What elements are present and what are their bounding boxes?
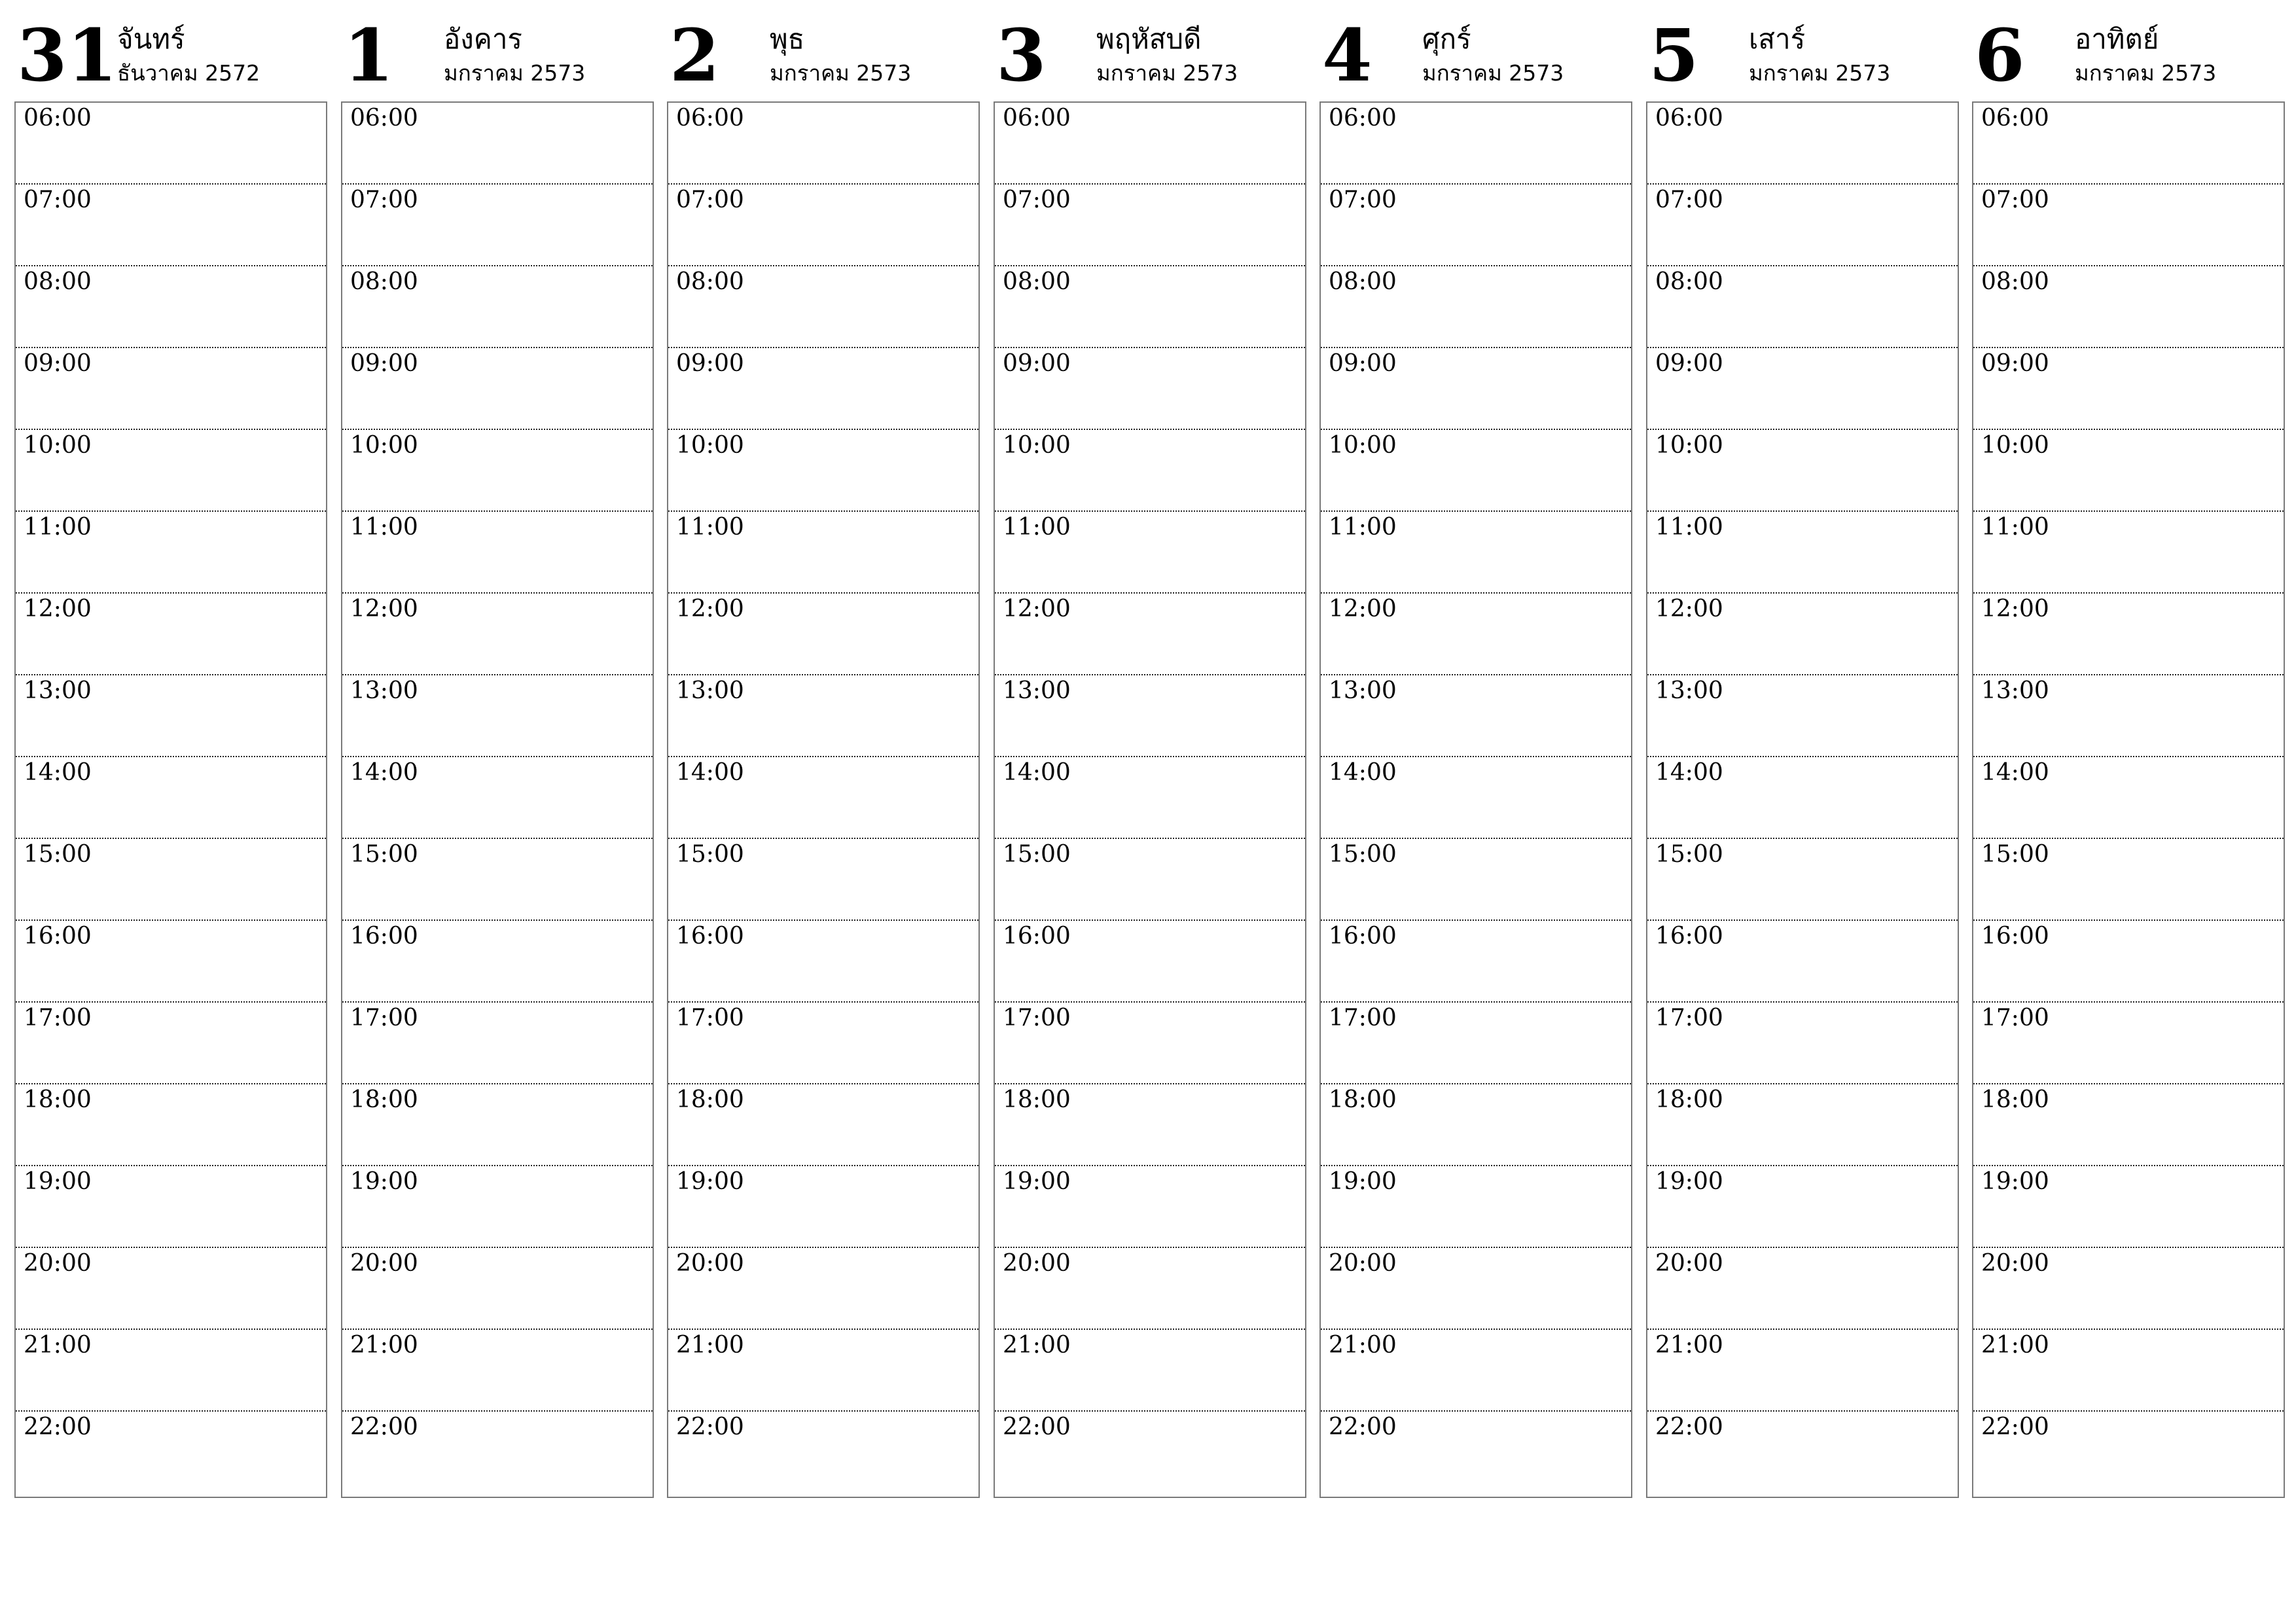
day-schedule-box [14, 101, 327, 1498]
hour-slot[interactable] [16, 512, 326, 594]
hour-slot[interactable] [16, 1084, 326, 1166]
hour-label: 11:00 [1655, 514, 1723, 541]
hour-slot[interactable] [668, 1330, 978, 1412]
hour-label: 11:00 [24, 514, 92, 541]
hour-label: 20:00 [1981, 1250, 2049, 1277]
hour-slot[interactable] [668, 430, 978, 512]
hour-slot[interactable] [995, 839, 1305, 921]
day-month-year: มกราคม 2573 [2075, 60, 2217, 86]
hour-label: 18:00 [1003, 1086, 1071, 1113]
hour-slot[interactable] [1973, 1330, 2284, 1412]
hour-slot[interactable] [995, 348, 1305, 430]
hour-label: 21:00 [676, 1332, 744, 1359]
day-header [14, 0, 327, 98]
hour-slot[interactable] [16, 594, 326, 675]
hour-label: 11:00 [1329, 514, 1397, 541]
hour-slot[interactable] [342, 1166, 653, 1248]
hour-slot[interactable] [995, 1248, 1305, 1330]
hour-label: 09:00 [1329, 350, 1397, 377]
hour-slot[interactable] [1973, 266, 2284, 348]
hour-slot[interactable] [1647, 1248, 1958, 1330]
hour-slot[interactable] [1647, 185, 1958, 266]
hour-slot[interactable] [16, 103, 326, 185]
day-month-year: มกราคม 2573 [770, 60, 912, 86]
hour-label: 09:00 [1003, 350, 1071, 377]
day-header [1319, 0, 1632, 98]
hour-label: 18:00 [676, 1086, 744, 1113]
hour-slot[interactable] [1321, 1084, 1631, 1166]
day-number: 5 [1649, 13, 1699, 98]
hour-label: 09:00 [350, 350, 418, 377]
hour-slot[interactable] [1647, 675, 1958, 757]
hour-label: 21:00 [1655, 1332, 1723, 1359]
day-month-year: มกราคม 2573 [444, 60, 586, 86]
hour-slot[interactable] [1973, 1248, 2284, 1330]
hour-slot[interactable] [668, 512, 978, 594]
hour-label: 09:00 [676, 350, 744, 377]
hour-label: 17:00 [350, 1005, 418, 1031]
hour-slot[interactable] [1321, 594, 1631, 675]
hour-label: 15:00 [676, 841, 744, 868]
hour-slot[interactable] [1973, 839, 2284, 921]
hour-slot[interactable] [1973, 1166, 2284, 1248]
hour-label: 12:00 [1003, 596, 1071, 622]
hour-label: 17:00 [1655, 1005, 1723, 1031]
hour-label: 22:00 [676, 1414, 744, 1440]
hour-slot[interactable] [1973, 103, 2284, 185]
day-header [667, 0, 980, 98]
hour-slot[interactable] [995, 512, 1305, 594]
hour-label: 15:00 [1981, 841, 2049, 868]
hour-label: 08:00 [24, 268, 92, 295]
hour-slot[interactable] [995, 103, 1305, 185]
hour-label: 15:00 [1329, 841, 1397, 868]
hour-label: 12:00 [24, 596, 92, 622]
day-month-year: มกราคม 2573 [1422, 60, 1564, 86]
hour-slot[interactable] [342, 839, 653, 921]
hour-label: 16:00 [1981, 923, 2049, 950]
hour-label: 22:00 [1329, 1414, 1397, 1440]
hour-slot[interactable] [668, 921, 978, 1003]
hour-label: 10:00 [350, 432, 418, 459]
hour-label: 20:00 [24, 1250, 92, 1277]
day-month-year: มกราคม 2573 [1096, 60, 1238, 86]
hour-label: 08:00 [1655, 268, 1723, 295]
day-schedule-box [1972, 101, 2285, 1498]
hour-slot[interactable] [16, 266, 326, 348]
hour-label: 19:00 [1655, 1168, 1723, 1195]
hour-label: 07:00 [1329, 187, 1397, 213]
hour-label: 13:00 [24, 677, 92, 704]
hour-slot[interactable] [16, 1330, 326, 1412]
hour-label: 17:00 [24, 1005, 92, 1031]
hour-label: 14:00 [24, 759, 92, 786]
hour-slot[interactable] [342, 1412, 653, 1493]
hour-label: 07:00 [1981, 187, 2049, 213]
day-month-year: มกราคม 2573 [1749, 60, 1891, 86]
hour-label: 18:00 [24, 1086, 92, 1113]
hour-slot[interactable] [1973, 430, 2284, 512]
hour-slot[interactable] [342, 594, 653, 675]
hour-slot[interactable] [1973, 1003, 2284, 1084]
hour-slot[interactable] [668, 1084, 978, 1166]
hour-slot[interactable] [16, 1412, 326, 1493]
day-name: จันทร์ [117, 23, 185, 55]
hour-label: 18:00 [1981, 1086, 2049, 1113]
hour-label: 07:00 [1655, 187, 1723, 213]
hour-label: 20:00 [350, 1250, 418, 1277]
hour-slot[interactable] [1647, 266, 1958, 348]
hour-label: 14:00 [1655, 759, 1723, 786]
hour-label: 13:00 [1981, 677, 2049, 704]
day-number: 2 [670, 13, 720, 98]
hour-label: 21:00 [1003, 1332, 1071, 1359]
hour-label: 13:00 [1329, 677, 1397, 704]
hour-slot[interactable] [995, 1330, 1305, 1412]
hour-label: 21:00 [24, 1332, 92, 1359]
hour-slot[interactable] [1321, 1330, 1631, 1412]
hour-label: 13:00 [676, 677, 744, 704]
hour-label: 18:00 [350, 1086, 418, 1113]
hour-slot[interactable] [16, 757, 326, 839]
day-number: 31 [17, 13, 118, 98]
hour-label: 19:00 [1329, 1168, 1397, 1195]
hour-label: 10:00 [24, 432, 92, 459]
hour-slot[interactable] [342, 430, 653, 512]
hour-label: 07:00 [24, 187, 92, 213]
hour-label: 06:00 [1003, 105, 1071, 132]
day-schedule-box [667, 101, 980, 1498]
hour-slot[interactable] [342, 757, 653, 839]
hour-slot[interactable] [16, 1248, 326, 1330]
hour-slot[interactable] [995, 1003, 1305, 1084]
hour-label: 15:00 [24, 841, 92, 868]
hour-slot[interactable] [995, 1412, 1305, 1493]
day-number: 1 [344, 13, 394, 98]
hour-label: 13:00 [1003, 677, 1071, 704]
hour-slot[interactable] [1647, 1003, 1958, 1084]
hour-slot[interactable] [1973, 1412, 2284, 1493]
hour-label: 22:00 [24, 1414, 92, 1440]
hour-label: 16:00 [350, 923, 418, 950]
hour-label: 12:00 [350, 596, 418, 622]
hour-slot[interactable] [1321, 266, 1631, 348]
hour-slot[interactable] [1647, 594, 1958, 675]
hour-slot[interactable] [1647, 430, 1958, 512]
hour-label: 12:00 [1981, 596, 2049, 622]
hour-slot[interactable] [1321, 1166, 1631, 1248]
hour-label: 13:00 [1655, 677, 1723, 704]
hour-label: 08:00 [350, 268, 418, 295]
hour-slot[interactable] [1321, 430, 1631, 512]
day-schedule-box [1319, 101, 1632, 1498]
hour-slot[interactable] [16, 921, 326, 1003]
day-number: 4 [1322, 13, 1372, 98]
hour-slot[interactable] [668, 266, 978, 348]
hour-slot[interactable] [1321, 1412, 1631, 1493]
day-name: พุธ [770, 23, 805, 55]
hour-label: 10:00 [1981, 432, 2049, 459]
hour-label: 17:00 [1329, 1005, 1397, 1031]
hour-label: 10:00 [1003, 432, 1071, 459]
hour-slot[interactable] [342, 185, 653, 266]
hour-slot[interactable] [16, 1166, 326, 1248]
hour-label: 21:00 [1981, 1332, 2049, 1359]
hour-label: 07:00 [350, 187, 418, 213]
hour-label: 13:00 [350, 677, 418, 704]
day-number: 6 [1975, 13, 2025, 98]
day-header [1972, 0, 2285, 98]
hour-slot[interactable] [342, 348, 653, 430]
hour-label: 16:00 [24, 923, 92, 950]
hour-label: 10:00 [1329, 432, 1397, 459]
hour-slot[interactable] [1321, 921, 1631, 1003]
hour-label: 16:00 [1003, 923, 1071, 950]
hour-slot[interactable] [342, 103, 653, 185]
hour-label: 06:00 [350, 105, 418, 132]
hour-label: 06:00 [1981, 105, 2049, 132]
hour-slot[interactable] [668, 1003, 978, 1084]
hour-label: 20:00 [1329, 1250, 1397, 1277]
hour-slot[interactable] [1647, 921, 1958, 1003]
hour-slot[interactable] [342, 675, 653, 757]
hour-slot[interactable] [668, 348, 978, 430]
hour-label: 09:00 [1655, 350, 1723, 377]
hour-label: 19:00 [1981, 1168, 2049, 1195]
hour-slot[interactable] [1973, 675, 2284, 757]
hour-label: 15:00 [1003, 841, 1071, 868]
hour-label: 17:00 [1981, 1005, 2049, 1031]
hour-label: 09:00 [24, 350, 92, 377]
hour-slot[interactable] [16, 1003, 326, 1084]
day-name: เสาร์ [1749, 23, 1806, 55]
hour-label: 08:00 [1329, 268, 1397, 295]
hour-slot[interactable] [1647, 1330, 1958, 1412]
hour-slot[interactable] [1321, 1003, 1631, 1084]
hour-slot[interactable] [668, 675, 978, 757]
hour-label: 12:00 [676, 596, 744, 622]
hour-slot[interactable] [1647, 1166, 1958, 1248]
hour-label: 07:00 [676, 187, 744, 213]
hour-slot[interactable] [668, 103, 978, 185]
hour-slot[interactable] [1973, 512, 2284, 594]
hour-label: 09:00 [1981, 350, 2049, 377]
hour-label: 12:00 [1329, 596, 1397, 622]
hour-slot[interactable] [1321, 675, 1631, 757]
hour-label: 21:00 [350, 1332, 418, 1359]
hour-label: 20:00 [676, 1250, 744, 1277]
day-header [1646, 0, 1959, 98]
hour-slot[interactable] [995, 266, 1305, 348]
hour-slot[interactable] [342, 921, 653, 1003]
hour-label: 06:00 [676, 105, 744, 132]
hour-label: 22:00 [350, 1414, 418, 1440]
hour-label: 12:00 [1655, 596, 1723, 622]
day-schedule-box [1646, 101, 1959, 1498]
hour-label: 22:00 [1655, 1414, 1723, 1440]
hour-label: 20:00 [1003, 1250, 1071, 1277]
hour-label: 07:00 [1003, 187, 1071, 213]
hour-label: 18:00 [1329, 1086, 1397, 1113]
day-number: 3 [996, 13, 1047, 98]
hour-slot[interactable] [995, 594, 1305, 675]
hour-slot[interactable] [1647, 1084, 1958, 1166]
hour-slot[interactable] [1973, 594, 2284, 675]
hour-label: 16:00 [1329, 923, 1397, 950]
hour-label: 06:00 [24, 105, 92, 132]
hour-slot[interactable] [1321, 839, 1631, 921]
hour-slot[interactable] [668, 1412, 978, 1493]
hour-label: 22:00 [1003, 1414, 1071, 1440]
hour-slot[interactable] [1321, 757, 1631, 839]
hour-slot[interactable] [995, 757, 1305, 839]
hour-label: 10:00 [1655, 432, 1723, 459]
hour-slot[interactable] [1321, 185, 1631, 266]
day-name: อังคาร [444, 23, 522, 55]
hour-slot[interactable] [342, 266, 653, 348]
hour-label: 22:00 [1981, 1414, 2049, 1440]
hour-slot[interactable] [1321, 103, 1631, 185]
hour-label: 19:00 [1003, 1168, 1071, 1195]
hour-slot[interactable] [1973, 1084, 2284, 1166]
hour-label: 11:00 [350, 514, 418, 541]
hour-slot[interactable] [1321, 1248, 1631, 1330]
hour-slot[interactable] [1647, 839, 1958, 921]
hour-slot[interactable] [1321, 512, 1631, 594]
hour-slot[interactable] [995, 921, 1305, 1003]
hour-label: 08:00 [1981, 268, 2049, 295]
hour-slot[interactable] [1647, 348, 1958, 430]
hour-label: 15:00 [1655, 841, 1723, 868]
hour-label: 14:00 [1329, 759, 1397, 786]
hour-slot[interactable] [342, 1003, 653, 1084]
hour-label: 11:00 [1003, 514, 1071, 541]
hour-slot[interactable] [995, 185, 1305, 266]
hour-slot[interactable] [668, 1248, 978, 1330]
hour-label: 08:00 [1003, 268, 1071, 295]
day-schedule-box [341, 101, 654, 1498]
day-name: พฤหัสบดี [1096, 23, 1202, 55]
hour-slot[interactable] [1973, 348, 2284, 430]
hour-slot[interactable] [16, 430, 326, 512]
hour-slot[interactable] [16, 348, 326, 430]
hour-slot[interactable] [342, 1330, 653, 1412]
hour-label: 16:00 [676, 923, 744, 950]
hour-label: 15:00 [350, 841, 418, 868]
hour-slot[interactable] [995, 1084, 1305, 1166]
hour-slot[interactable] [1647, 757, 1958, 839]
hour-slot[interactable] [668, 839, 978, 921]
hour-slot[interactable] [1973, 921, 2284, 1003]
hour-slot[interactable] [342, 1248, 653, 1330]
hour-slot[interactable] [1647, 512, 1958, 594]
hour-label: 14:00 [350, 759, 418, 786]
day-header [341, 0, 654, 98]
day-header [994, 0, 1306, 98]
hour-slot[interactable] [1647, 1412, 1958, 1493]
day-name: อาทิตย์ [2075, 23, 2159, 55]
hour-slot[interactable] [1973, 757, 2284, 839]
hour-label: 19:00 [24, 1168, 92, 1195]
hour-slot[interactable] [1973, 185, 2284, 266]
hour-label: 06:00 [1655, 105, 1723, 132]
hour-slot[interactable] [342, 1084, 653, 1166]
hour-label: 17:00 [1003, 1005, 1071, 1031]
hour-label: 08:00 [676, 268, 744, 295]
hour-slot[interactable] [1647, 103, 1958, 185]
hour-label: 20:00 [1655, 1250, 1723, 1277]
hour-slot[interactable] [342, 512, 653, 594]
hour-label: 14:00 [1003, 759, 1071, 786]
hour-label: 19:00 [676, 1168, 744, 1195]
hour-label: 16:00 [1655, 923, 1723, 950]
hour-slot[interactable] [668, 757, 978, 839]
hour-label: 21:00 [1329, 1332, 1397, 1359]
hour-slot[interactable] [668, 185, 978, 266]
hour-slot[interactable] [668, 1166, 978, 1248]
hour-slot[interactable] [16, 675, 326, 757]
hour-label: 18:00 [1655, 1086, 1723, 1113]
hour-label: 14:00 [676, 759, 744, 786]
day-month-year: ธันวาคม 2572 [117, 60, 260, 86]
hour-slot[interactable] [668, 594, 978, 675]
day-schedule-box [994, 101, 1306, 1498]
hour-label: 06:00 [1329, 105, 1397, 132]
day-name: ศุกร์ [1422, 23, 1471, 55]
hour-label: 11:00 [676, 514, 744, 541]
hour-slot[interactable] [995, 430, 1305, 512]
hour-slot[interactable] [1321, 348, 1631, 430]
hour-label: 19:00 [350, 1168, 418, 1195]
hour-label: 10:00 [676, 432, 744, 459]
hour-slot[interactable] [995, 675, 1305, 757]
hour-label: 14:00 [1981, 759, 2049, 786]
hour-slot[interactable] [16, 839, 326, 921]
hour-slot[interactable] [995, 1166, 1305, 1248]
hour-label: 17:00 [676, 1005, 744, 1031]
hour-slot[interactable] [16, 185, 326, 266]
hour-label: 11:00 [1981, 514, 2049, 541]
